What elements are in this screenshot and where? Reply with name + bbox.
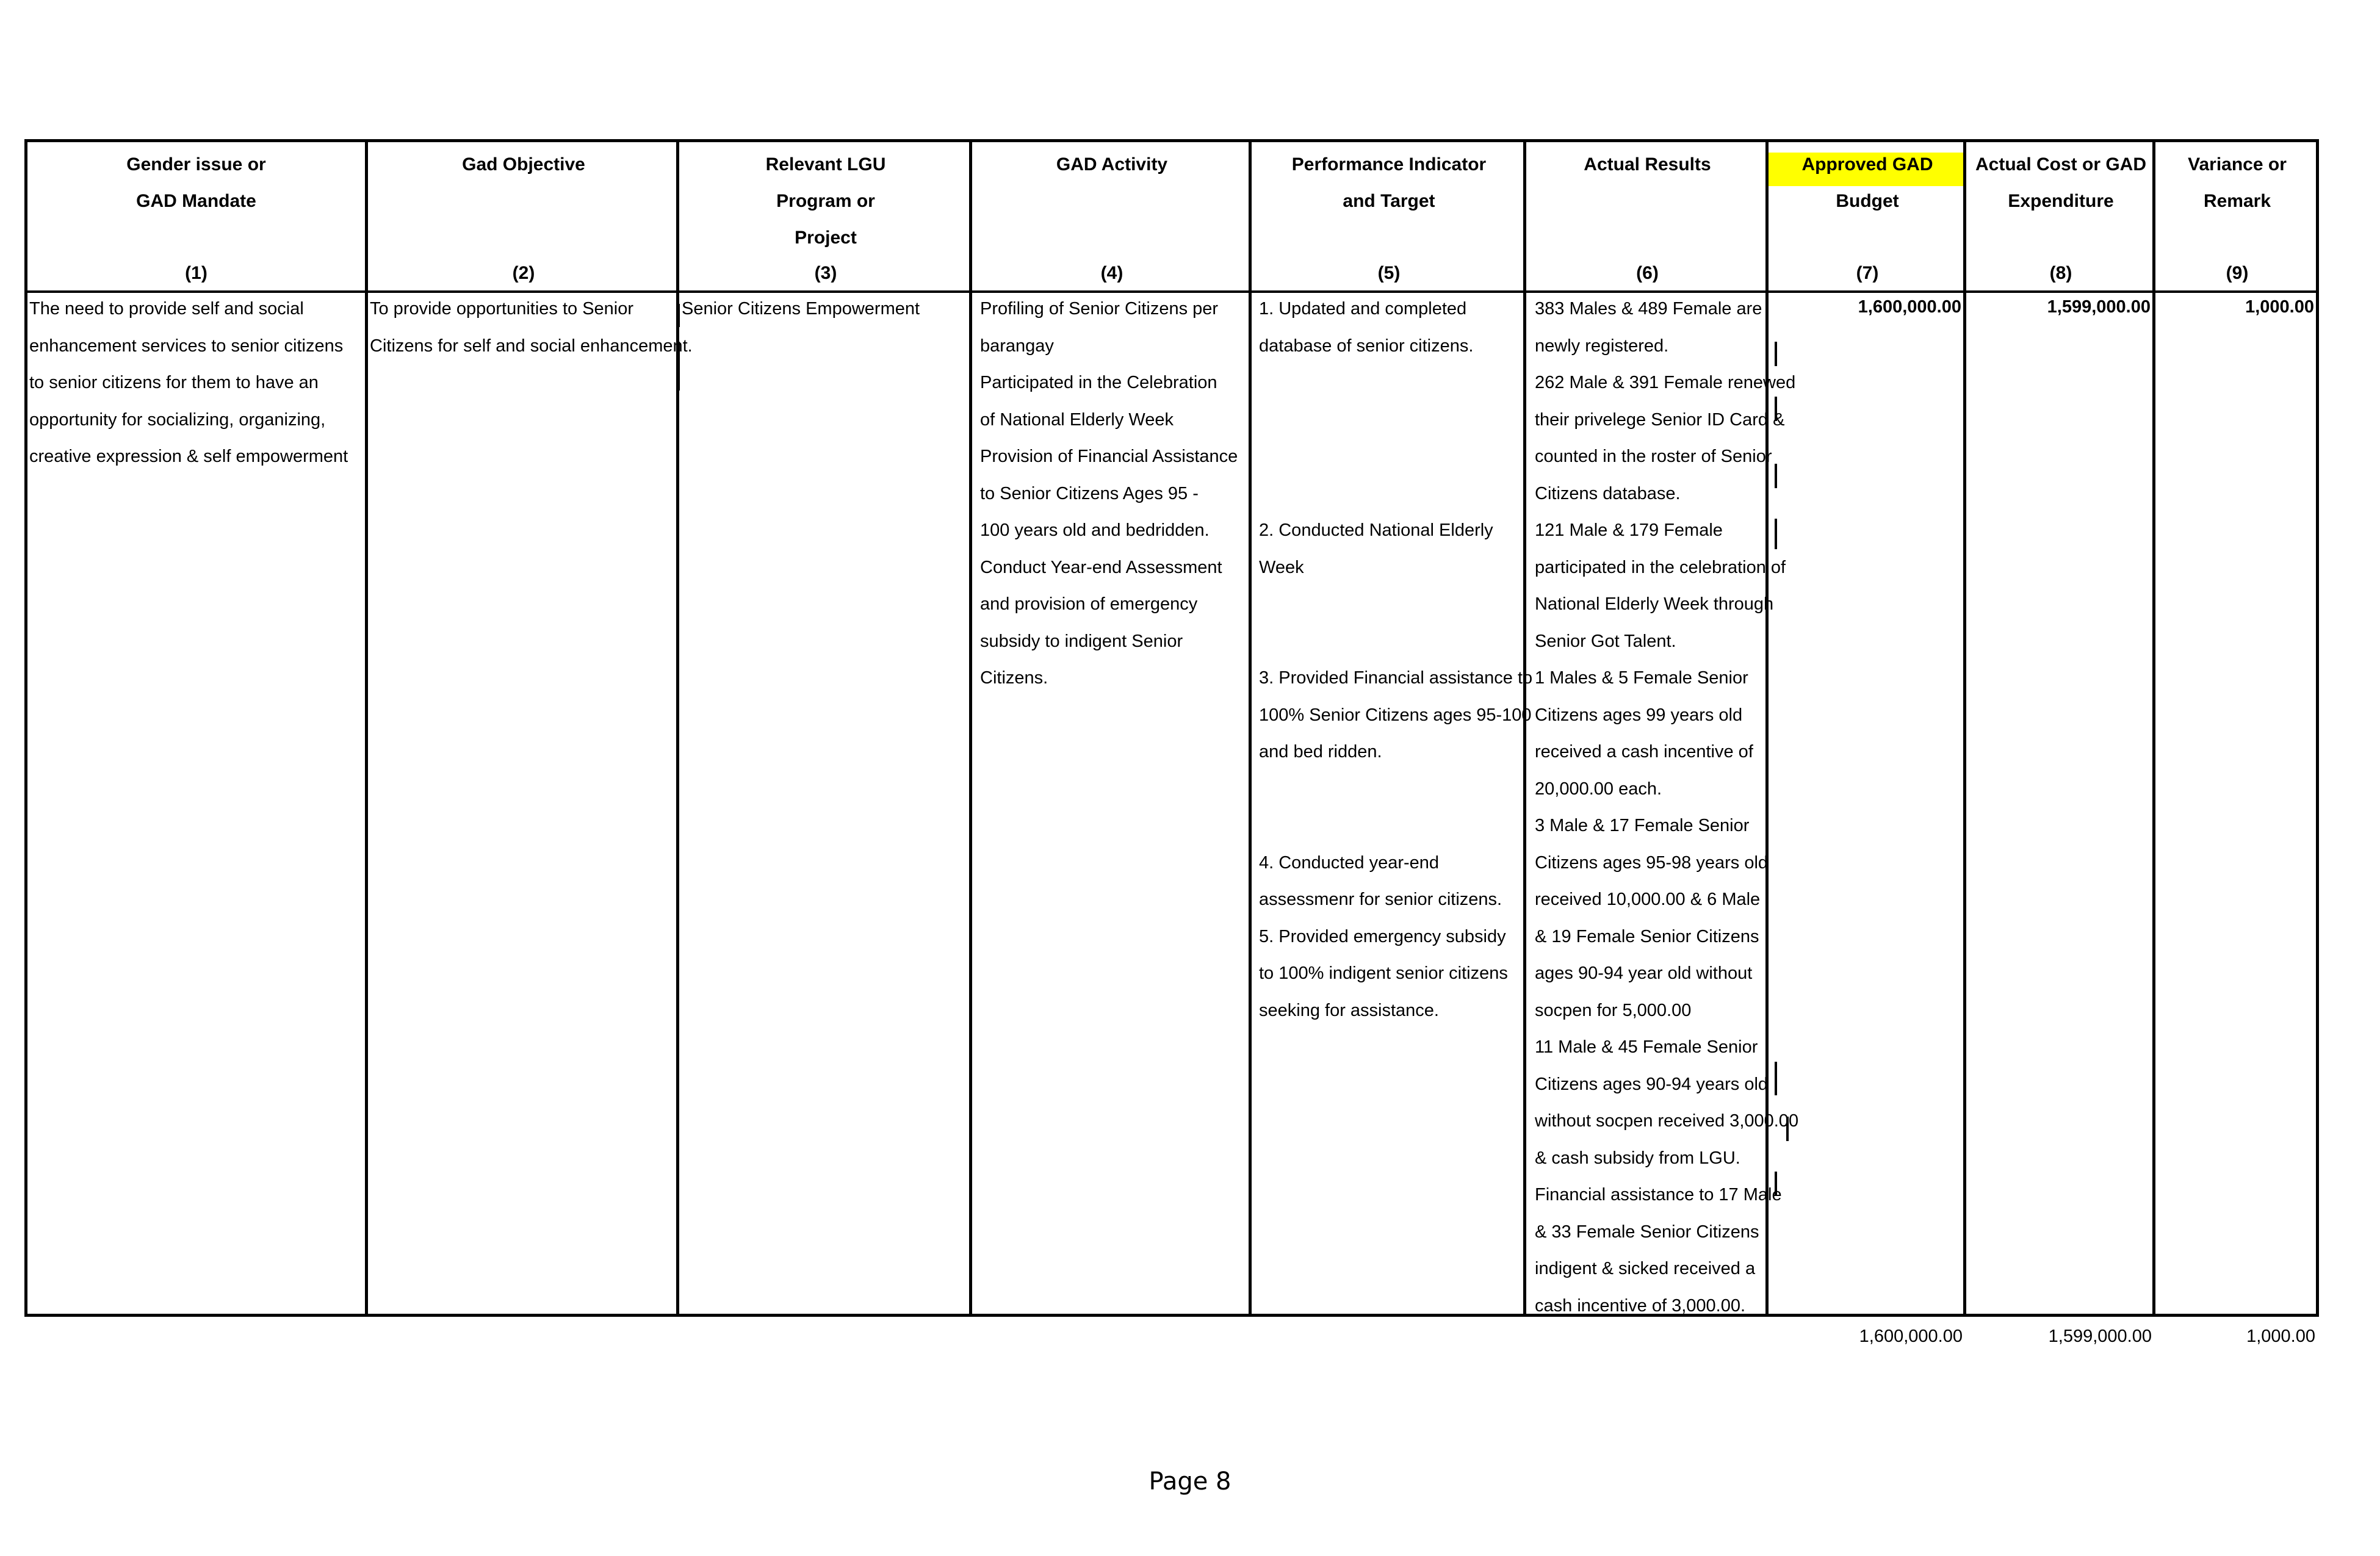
- cell-results: [1535, 290, 1798, 1324]
- total-actual-cost: 1,599,000.00: [2048, 1327, 2152, 1346]
- text-line: newly registered.: [1535, 336, 1669, 356]
- text-line: and provision of emergency: [980, 594, 1198, 614]
- total-approved-budget: 1,600,000.00: [1859, 1327, 1963, 1346]
- text-line: assessmenr for senior citizens.: [1259, 890, 1502, 909]
- text-line: Citizens ages 99 years old: [1535, 705, 1743, 725]
- text-line: 1 Males & 5 Female Senior: [1535, 668, 1748, 688]
- col-divider-1: [365, 142, 368, 1314]
- column-number-7: (7): [1856, 263, 1879, 283]
- text-line: & 33 Female Senior Citizens: [1535, 1222, 1759, 1242]
- text-line: opportunity for socializing, organizing,: [29, 409, 326, 430]
- text-line: [1259, 807, 1532, 845]
- text-line: without socpen received 3,000.00: [1535, 1111, 1799, 1131]
- text-line: [1259, 475, 1532, 513]
- header-approved-budget: [1769, 146, 1966, 220]
- text-line: indigent & sicked received a: [1535, 1259, 1756, 1278]
- text-line: 20,000.00 each.: [1535, 779, 1662, 799]
- text-line: enhancement services to senior citizens: [29, 336, 344, 356]
- text-line: subsidy to indigent Senior: [980, 631, 1183, 651]
- cell-gender-issue: [29, 290, 348, 475]
- text-line: Conduct Year-end Assessment: [980, 557, 1222, 577]
- header-line: GAD Activity: [1056, 154, 1168, 175]
- page-number: Page 8: [1149, 1468, 1231, 1496]
- text-line: Citizens ages 95-98 years old: [1535, 852, 1769, 873]
- text-line: 383 Males & 489 Female are: [1535, 299, 1762, 319]
- text-line: Senior Got Talent.: [1535, 631, 1676, 651]
- text-line: [1259, 623, 1532, 660]
- text-line: received a cash incentive of: [1535, 742, 1753, 762]
- text-line: To provide opportunities to Senior: [370, 299, 634, 319]
- text-line: of National Elderly Week: [980, 409, 1174, 430]
- text-line: counted in the roster of Senior: [1535, 447, 1772, 466]
- text-line: [1259, 438, 1532, 475]
- cell-program: [682, 290, 920, 328]
- column-number-6: (6): [1636, 263, 1659, 283]
- text-line: creative expression & self empowerment: [29, 447, 348, 466]
- cell-activity: [980, 290, 1238, 697]
- header-line: Program or: [776, 191, 875, 211]
- column-number-9: (9): [2226, 263, 2249, 283]
- header-line: Gender issue or: [126, 154, 266, 175]
- text-line: 121 Male & 179 Female: [1535, 520, 1723, 540]
- text-line: 3. Provided Financial assistance to: [1259, 668, 1533, 688]
- text-line: National Elderly Week through: [1535, 594, 1774, 614]
- text-line: Citizens for self and social enhancement.: [370, 336, 693, 356]
- header-line: Gad Objective: [462, 154, 585, 175]
- text-line: 3 Male & 17 Female Senior: [1535, 816, 1750, 835]
- text-line: & 19 Female Senior Citizens: [1535, 926, 1759, 946]
- text-line: barangay: [980, 336, 1054, 356]
- cell-objective: [370, 290, 693, 364]
- text-line: Provision of Financial Assistance: [980, 447, 1238, 466]
- variance-value: 1,000.00: [2245, 297, 2314, 317]
- header-line: Project: [795, 228, 857, 248]
- header-line: Budget: [1836, 191, 1899, 211]
- text-line: ages 90-94 year old without: [1535, 963, 1753, 983]
- column-number-3: (3): [814, 263, 837, 283]
- text-line: 11 Male & 45 Female Senior: [1535, 1037, 1758, 1057]
- text-line: The need to provide self and social: [29, 299, 304, 319]
- header-results: [1526, 146, 1769, 183]
- column-number-8: (8): [2049, 263, 2072, 283]
- header-line: Expenditure: [2008, 191, 2114, 211]
- text-line: cash incentive of 3,000.00.: [1535, 1295, 1746, 1316]
- header-line: Actual Cost or GAD: [1975, 154, 2147, 175]
- header-line: Relevant LGU: [765, 154, 886, 175]
- text-line: 100 years old and bedridden.: [980, 520, 1210, 540]
- header-gender-issue: [27, 146, 365, 220]
- actual-cost-value: 1,599,000.00: [2047, 297, 2151, 317]
- text-line: 5. Provided emergency subsidy: [1259, 926, 1506, 946]
- text-line: and bed ridden.: [1259, 742, 1382, 762]
- header-line: and Target: [1343, 191, 1435, 211]
- header-activity: [972, 146, 1252, 183]
- cell-indicators: [1259, 290, 1532, 1029]
- column-number-1: (1): [185, 263, 207, 283]
- text-line: database of senior citizens.: [1259, 336, 1474, 356]
- text-line: their privelege Senior ID Card &: [1535, 409, 1785, 430]
- header-line: Performance Indicator: [1291, 154, 1487, 175]
- column-number-4: (4): [1100, 263, 1123, 283]
- text-line: to senior citizens for them to have an: [29, 373, 319, 392]
- approved-budget-value: 1,600,000.00: [1858, 297, 1961, 317]
- text-line: [1259, 364, 1532, 402]
- text-line: Citizens ages 90-94 years old: [1535, 1074, 1769, 1094]
- text-line: seeking for assistance.: [1259, 1000, 1439, 1020]
- text-line: participated in the celebration of: [1535, 557, 1786, 577]
- text-line: to Senior Citizens Ages 95 -: [980, 483, 1199, 503]
- header-line: Remark: [2203, 191, 2271, 211]
- header-actual-cost: [1966, 146, 2155, 220]
- text-line: to 100% indigent senior citizens: [1259, 963, 1508, 983]
- text-line: Senior Citizens Empowerment: [682, 299, 920, 319]
- text-line: Financial assistance to 17 Male: [1535, 1185, 1782, 1205]
- header-indicator: [1252, 146, 1526, 220]
- text-line: [1259, 771, 1532, 808]
- text-line: 262 Male & 391 Female renewed: [1535, 373, 1796, 392]
- text-line: & cash subsidy from LGU.: [1535, 1148, 1740, 1168]
- column-number-2: (2): [512, 263, 535, 283]
- total-variance: 1,000.00: [2246, 1327, 2315, 1346]
- header-variance: [2155, 146, 2319, 220]
- header-line: Approved GAD: [1801, 154, 1933, 175]
- text-line: 2. Conducted National Elderly: [1259, 520, 1493, 540]
- text-line: received 10,000.00 & 6 Male: [1535, 890, 1761, 909]
- header-objective: [368, 146, 679, 183]
- header-line: Variance or: [2188, 154, 2287, 175]
- header-line: Actual Results: [1584, 154, 1711, 175]
- col-divider-4: [1249, 142, 1252, 1314]
- text-line: Week: [1259, 557, 1304, 577]
- text-line: 1. Updated and completed: [1259, 299, 1467, 319]
- text-line: 4. Conducted year-end: [1259, 852, 1440, 873]
- header-line: GAD Mandate: [136, 191, 256, 211]
- text-line: socpen for 5,000.00: [1535, 1000, 1692, 1020]
- col-divider-3: [969, 142, 972, 1314]
- column-number-5: (5): [1377, 263, 1401, 283]
- text-line: [1259, 402, 1532, 439]
- text-line: Citizens database.: [1535, 483, 1681, 503]
- header-program: [679, 146, 972, 256]
- text-line: 100% Senior Citizens ages 95-100: [1259, 705, 1532, 725]
- text-line: Citizens.: [980, 668, 1048, 688]
- text-line: Participated in the Celebration: [980, 373, 1217, 392]
- text-line: Profiling of Senior Citizens per: [980, 299, 1219, 319]
- text-line: [1259, 586, 1532, 623]
